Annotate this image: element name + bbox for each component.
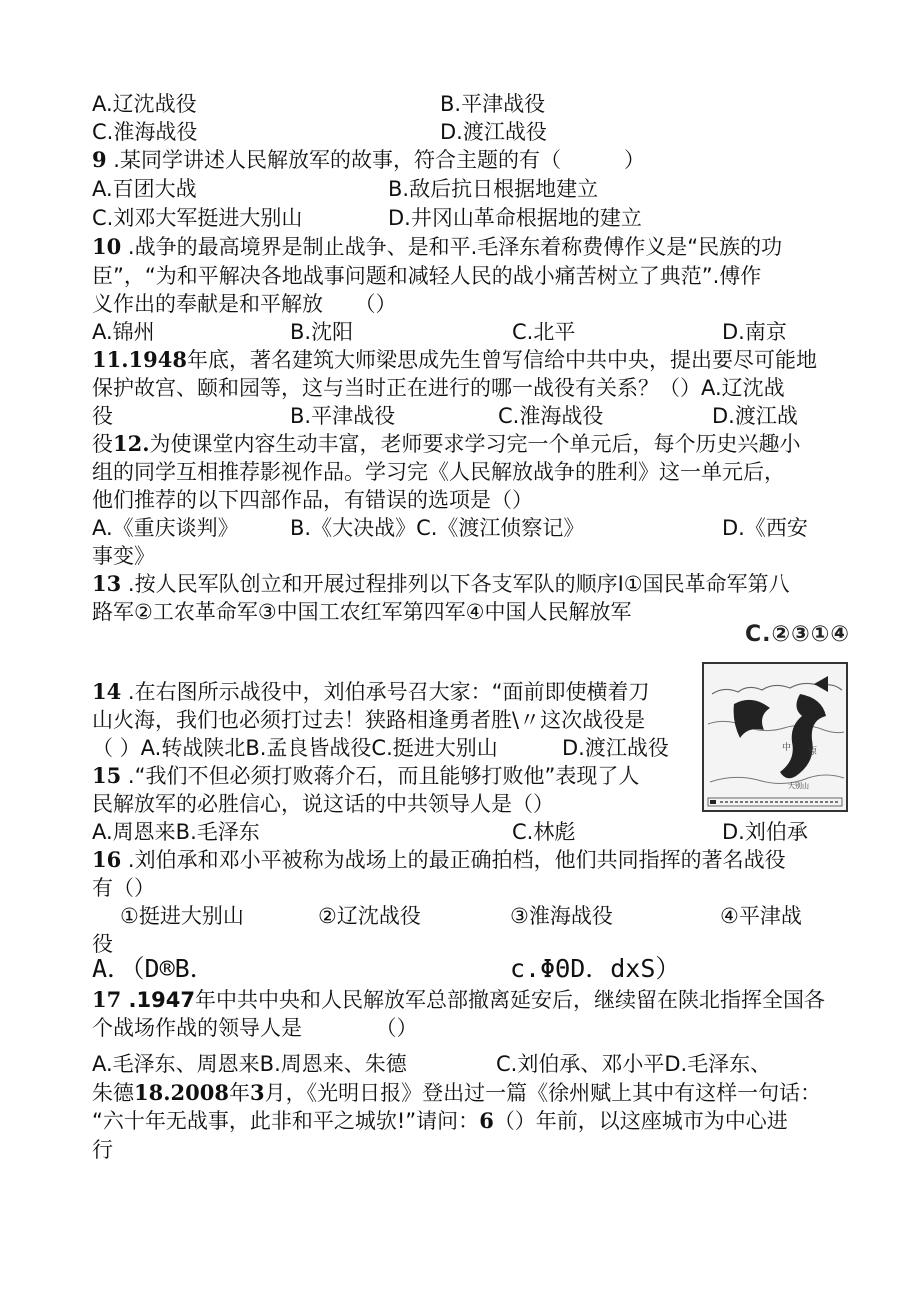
q9-number: 9 — [92, 147, 107, 172]
q16-item-3: ③淮海战役 — [510, 904, 613, 928]
q18-number: 18.2008 — [134, 1080, 229, 1105]
q18-month: 3 — [249, 1080, 265, 1105]
q16-item-2: ②辽沈战役 — [318, 904, 421, 928]
q15-line1-text: .“我们不但必须打败蒋介石，而且能够打败他”表现了人 — [121, 764, 640, 788]
q11-line1-text: 年底，著名建筑大师梁思成先生曾写信给中共中央，提出要尽可能地 — [186, 348, 817, 372]
q18-line1-text: 月，《光明日报》登出过一篇《徐州赋上其中有这样一句话： — [264, 1081, 822, 1105]
q17-option-ab: A.毛泽东、周恩来B.周恩来、朱德 — [92, 1052, 407, 1076]
q15-line1 — [92, 762, 639, 790]
q12-line1 — [92, 430, 801, 458]
q11-line1 — [92, 346, 817, 374]
q17-number: 17 — [92, 987, 122, 1012]
q8-option-c: C.淮海战役 — [92, 120, 198, 144]
q16-item-4-tail: 役 — [92, 932, 113, 956]
q8-option-a: A.辽沈战役 — [92, 92, 197, 116]
q9-option-d: D.井冈山革命根据地的建立 — [388, 206, 642, 230]
q18-line2-tail: （）年前，以这座城市为中心进 — [493, 1109, 788, 1133]
q17-option-d-tail: 朱德 — [92, 1081, 134, 1105]
q17-line2: 个战场作战的领导人是 （） — [92, 1016, 418, 1040]
q16-garbled-options-ab: A．（D®B． — [92, 954, 215, 983]
q12-option-a: A.《重庆谈判》 — [92, 516, 239, 540]
q10-option-b: B.沈阳 — [290, 320, 354, 344]
q18-number-6: 6 — [479, 1108, 494, 1133]
q18-year-suffix: 年 — [228, 1081, 250, 1105]
q17-line1 — [92, 986, 825, 1014]
q15-line2: 民解放军的必胜信心，说这话的中共领导人是（） — [92, 792, 554, 816]
q12-number: 12. — [113, 431, 150, 456]
q16-number: 16 — [92, 847, 122, 872]
q11-option-c: C.淮海战役 — [498, 404, 604, 428]
q13-line1-text: .按人民军队创立和开展过程排列以下各支军队的顺序I①国民革命军第八 — [121, 572, 790, 596]
q16-garbled-options-cd: c.ΦΘD．dxS） — [510, 954, 681, 983]
q13-line2: 路军②工农革命军③中国工农红军第四军④中国人民解放军 — [92, 600, 632, 624]
q9-stem — [92, 146, 645, 174]
map-label-yuan: 原 — [808, 747, 818, 757]
q11-number: 11.1948 — [92, 347, 187, 372]
q14-line2: 山火海，我们也必须打过去！狭路相逢勇者胜\〃这次战役是 — [92, 708, 646, 732]
q9-option-a: A.百团大战 — [92, 177, 197, 201]
q13-line1 — [92, 570, 790, 598]
q12-line3: 他们推荐的以下四部作品，有错误的选项是（） — [92, 488, 533, 512]
q18-line2 — [92, 1107, 788, 1135]
q8-option-b: B.平津战役 — [440, 92, 546, 116]
q12-line2: 组的同学互相推荐影视作品。学习完《人民解放战争的胜利》这一单元后， — [92, 460, 785, 484]
q14-line1 — [92, 678, 649, 706]
q16-item-4: ④平津战 — [720, 904, 802, 928]
q16-item-1: ①挺进大别山 — [120, 904, 244, 928]
battle-map-figure — [702, 662, 848, 812]
q12-option-d: D.《西安 — [722, 516, 808, 540]
q16-line1 — [92, 846, 786, 874]
q15-number: 15 — [92, 763, 122, 788]
q14-line3: （ ）A.转战陕北B.孟良皆战役C.挺进大别山 — [92, 736, 498, 760]
q16-line2: 有（） — [92, 876, 155, 900]
q15-option-ab: A.周恩来B.毛泽东 — [92, 820, 260, 844]
q11-option-a-tail: 役 — [92, 404, 113, 428]
q11-option-d-tail: 役 — [92, 432, 113, 456]
q9-option-c: C.刘邓大军挺进大别山 — [92, 206, 303, 230]
q14-option-d: D.渡江战役 — [562, 736, 669, 760]
q14-number: 14 — [92, 679, 122, 704]
q12-option-bc: B.《大决战》C.《渡江侦察记》 — [290, 516, 585, 540]
q11-option-d: D.渡江战 — [712, 404, 798, 428]
q10-number: 10 — [92, 234, 122, 259]
q8-option-d: D.渡江战役 — [440, 120, 547, 144]
q13-answer-option-c: C.②③①④ — [744, 622, 850, 647]
q14-line1-text: .在右图所示战役中，刘伯承号召大家：“面前即使横着刀 — [121, 680, 650, 704]
q17-option-cd: C.刘伯承、邓小平D.毛泽东、 — [496, 1052, 772, 1076]
q11-line2: 保护故宫、颐和园等，这与当时正在进行的哪一战役有关系？（）A.辽沈战 — [92, 376, 785, 400]
q15-option-d: D.刘伯承 — [722, 820, 808, 844]
q16-line1-text: .刘伯承和邓小平被称为战场上的最正确拍档，他们共同指挥的著名战役 — [121, 848, 786, 872]
q10-line1 — [92, 233, 782, 261]
q18-line1 — [92, 1079, 821, 1107]
battle-map-svg — [704, 664, 846, 810]
q10-option-a: A.锦州 — [92, 320, 155, 344]
q10-line1-text: .战争的最高境界是制止战争、是和平.毛泽东着称费傅作义是“民族的功 — [121, 235, 783, 259]
q18-line3: 行 — [92, 1138, 113, 1162]
q10-option-c: C.北平 — [512, 320, 576, 344]
q12-option-d-tail: 事变》 — [92, 544, 155, 568]
q17-year: .1947 — [121, 988, 195, 1012]
q12-line1-text: 为使课堂内容生动丰富，老师要求学习完一个单元后，每个历史兴趣小 — [149, 432, 801, 456]
q10-option-d: D.南京 — [722, 320, 787, 344]
q11-option-b: B.平津战役 — [290, 404, 396, 428]
map-legend-swatch — [710, 800, 716, 804]
q13-number: 13 — [92, 571, 122, 596]
map-label-zhong: 中 — [782, 743, 792, 753]
q10-line2: 臣”，“为和平解决各地战事问题和减轻人民的战小痛苦树立了典范”.傅作 — [92, 264, 762, 288]
q9-stem-text: .某同学讲述人民解放军的故事，符合主题的有（ ） — [106, 148, 645, 172]
q10-line3: 义作出的奉献是和平解放 （） — [92, 292, 397, 316]
q18-line2-text: “六十年无战事，此非和平之城欤!”请问： — [92, 1109, 480, 1133]
map-label-dabieshan: 大别山 — [788, 782, 809, 790]
q17-line1-text: 年中共中央和人民解放军总部撤离延安后，继续留在陕北指挥全国各 — [194, 988, 825, 1012]
q15-option-c: C.林彪 — [512, 820, 576, 844]
q9-option-b: B.敌后抗日根据地建立 — [388, 177, 599, 201]
